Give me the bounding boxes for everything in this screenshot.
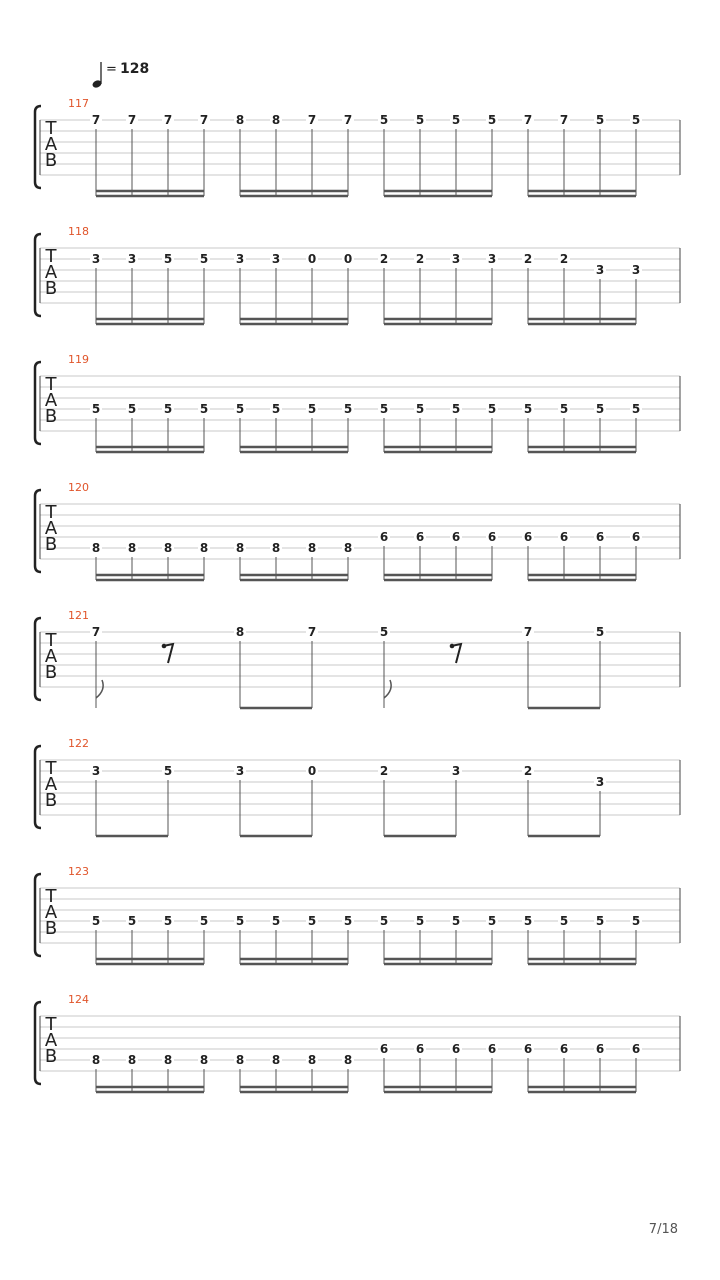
tab-clef-letter: B — [44, 790, 58, 811]
fret-number: 6 — [451, 530, 461, 544]
fret-number: 6 — [415, 1042, 425, 1056]
tab-system — [35, 737, 680, 836]
fret-number: 5 — [235, 914, 245, 928]
fret-number: 5 — [415, 113, 425, 127]
tab-clef-letter: B — [44, 150, 58, 171]
fret-number: 8 — [91, 541, 101, 555]
fret-number: 5 — [487, 113, 497, 127]
fret-number: 5 — [451, 113, 461, 127]
fret-number: 8 — [235, 1053, 245, 1067]
fret-number: 5 — [271, 914, 281, 928]
fret-number: 7 — [91, 113, 101, 127]
fret-number: 5 — [343, 402, 353, 416]
tab-clef-letter: B — [44, 406, 58, 427]
fret-number: 2 — [523, 764, 533, 778]
fret-number: 3 — [127, 252, 137, 266]
eighth-flag-icon — [384, 680, 391, 698]
fret-number: 3 — [271, 252, 281, 266]
measure-number: 117 — [68, 97, 89, 110]
fret-number: 5 — [163, 764, 173, 778]
fret-number: 6 — [451, 1042, 461, 1056]
tab-system — [35, 481, 680, 580]
fret-number: 7 — [307, 625, 317, 639]
fret-number: 6 — [379, 530, 389, 544]
fret-number: 6 — [379, 1042, 389, 1056]
fret-number: 5 — [91, 402, 101, 416]
fret-number: 8 — [127, 541, 137, 555]
fret-number: 6 — [487, 1042, 497, 1056]
tab-clef-letter: T — [45, 502, 57, 523]
fret-number: 6 — [523, 530, 533, 544]
fret-number: 8 — [163, 1053, 173, 1067]
fret-number: 5 — [595, 625, 605, 639]
fret-number: 8 — [271, 541, 281, 555]
tab-clef-letter: T — [45, 630, 57, 651]
fret-number: 3 — [595, 263, 605, 277]
fret-number: 5 — [487, 914, 497, 928]
fret-number: 8 — [235, 113, 245, 127]
fret-number: 3 — [91, 252, 101, 266]
fret-number: 5 — [631, 402, 641, 416]
fret-number: 5 — [595, 113, 605, 127]
fret-number: 5 — [307, 914, 317, 928]
fret-number: 6 — [559, 530, 569, 544]
fret-number: 2 — [559, 252, 569, 266]
fret-number: 5 — [343, 914, 353, 928]
fret-number: 6 — [523, 1042, 533, 1056]
fret-number: 8 — [343, 541, 353, 555]
fret-number: 2 — [523, 252, 533, 266]
fret-number: 7 — [91, 625, 101, 639]
fret-number: 3 — [487, 252, 497, 266]
tab-clef-letter: T — [45, 118, 57, 139]
fret-number: 6 — [631, 1042, 641, 1056]
tab-clef-letter: B — [44, 1046, 58, 1067]
tab-clef-letter: A — [44, 646, 58, 667]
fret-number: 6 — [559, 1042, 569, 1056]
tab-system — [35, 865, 680, 964]
fret-number: 5 — [379, 625, 389, 639]
fret-number: 3 — [235, 252, 245, 266]
fret-number: 7 — [343, 113, 353, 127]
fret-number: 5 — [199, 252, 209, 266]
fret-number: 6 — [631, 530, 641, 544]
fret-number: 5 — [451, 914, 461, 928]
fret-number: 5 — [523, 402, 533, 416]
fret-number: 8 — [127, 1053, 137, 1067]
fret-number: 8 — [307, 541, 317, 555]
fret-number: 5 — [379, 113, 389, 127]
tab-clef-letter: A — [44, 262, 58, 283]
fret-number: 6 — [415, 530, 425, 544]
tab-clef-letter: B — [44, 662, 58, 683]
fret-number: 6 — [595, 530, 605, 544]
fret-number: 5 — [199, 402, 209, 416]
tab-system — [35, 225, 680, 324]
fret-number: 8 — [163, 541, 173, 555]
fret-number: 5 — [127, 914, 137, 928]
measure-number: 118 — [68, 225, 89, 238]
measure-number: 120 — [68, 481, 89, 494]
fret-number: 0 — [307, 252, 317, 266]
fret-number: 3 — [595, 775, 605, 789]
tempo-bpm: 128 — [120, 61, 150, 77]
fret-number: 7 — [523, 113, 533, 127]
fret-number: 5 — [307, 402, 317, 416]
fret-number: 5 — [127, 402, 137, 416]
tab-clef-letter: B — [44, 918, 58, 939]
fret-number: 5 — [595, 402, 605, 416]
fret-number: 7 — [199, 113, 209, 127]
fret-number: 3 — [451, 764, 461, 778]
eighth-flag-icon — [96, 680, 103, 698]
fret-number: 5 — [163, 914, 173, 928]
fret-number: 0 — [307, 764, 317, 778]
fret-number: 3 — [91, 764, 101, 778]
fret-number: 5 — [163, 402, 173, 416]
fret-number: 5 — [163, 252, 173, 266]
fret-number: 8 — [235, 541, 245, 555]
fret-number: 8 — [199, 541, 209, 555]
fret-number: 7 — [559, 113, 569, 127]
fret-number: 7 — [163, 113, 173, 127]
fret-number: 5 — [631, 914, 641, 928]
page-number: 7/18 — [648, 1222, 678, 1237]
measure-number: 122 — [68, 737, 89, 750]
measure-number: 119 — [68, 353, 89, 366]
fret-number: 8 — [271, 1053, 281, 1067]
tab-clef-letter: T — [45, 246, 57, 267]
fret-number: 5 — [559, 914, 569, 928]
tab-system — [35, 993, 680, 1092]
fret-number: 5 — [91, 914, 101, 928]
fret-number: 8 — [307, 1053, 317, 1067]
tab-clef-letter: A — [44, 134, 58, 155]
tab-clef-letter: A — [44, 1030, 58, 1051]
fret-number: 5 — [199, 914, 209, 928]
fret-number: 2 — [379, 764, 389, 778]
fret-number: 5 — [379, 402, 389, 416]
fret-number: 5 — [415, 402, 425, 416]
tab-clef-letter: T — [45, 1014, 57, 1035]
fret-number: 3 — [235, 764, 245, 778]
fret-number: 8 — [235, 625, 245, 639]
tab-clef-letter: A — [44, 902, 58, 923]
fret-number: 7 — [523, 625, 533, 639]
tab-clef-letter: T — [45, 374, 57, 395]
fret-number: 5 — [271, 402, 281, 416]
tempo-equals: = — [106, 62, 117, 77]
tab-clef-letter: T — [45, 758, 57, 779]
tab-clef-letter: A — [44, 518, 58, 539]
tab-clef-letter: A — [44, 774, 58, 795]
fret-number: 5 — [235, 402, 245, 416]
fret-number: 2 — [415, 252, 425, 266]
fret-number: 5 — [523, 914, 533, 928]
fret-number: 5 — [415, 914, 425, 928]
tab-clef-letter: A — [44, 390, 58, 411]
tab-clef-letter: T — [45, 886, 57, 907]
tab-system — [35, 353, 680, 452]
fret-number: 7 — [307, 113, 317, 127]
fret-number: 3 — [451, 252, 461, 266]
fret-number: 8 — [91, 1053, 101, 1067]
fret-number: 8 — [343, 1053, 353, 1067]
measure-number: 124 — [68, 993, 89, 1006]
fret-number: 5 — [451, 402, 461, 416]
measure-number: 121 — [68, 609, 89, 622]
fret-number: 0 — [343, 252, 353, 266]
tab-clef-letter: B — [44, 278, 58, 299]
measure-number: 123 — [68, 865, 89, 878]
fret-number: 2 — [379, 252, 389, 266]
fret-number: 3 — [631, 263, 641, 277]
tab-system — [35, 609, 680, 708]
fret-number: 5 — [379, 914, 389, 928]
tab-system — [35, 97, 680, 196]
fret-number: 7 — [127, 113, 137, 127]
fret-number: 5 — [595, 914, 605, 928]
fret-number: 5 — [559, 402, 569, 416]
fret-number: 5 — [631, 113, 641, 127]
dotted-eighth-rest-icon — [450, 644, 461, 663]
dotted-eighth-rest-icon — [162, 644, 173, 663]
fret-number: 8 — [199, 1053, 209, 1067]
tab-clef-letter: B — [44, 534, 58, 555]
fret-number: 6 — [595, 1042, 605, 1056]
fret-number: 5 — [487, 402, 497, 416]
fret-number: 8 — [271, 113, 281, 127]
fret-number: 6 — [487, 530, 497, 544]
